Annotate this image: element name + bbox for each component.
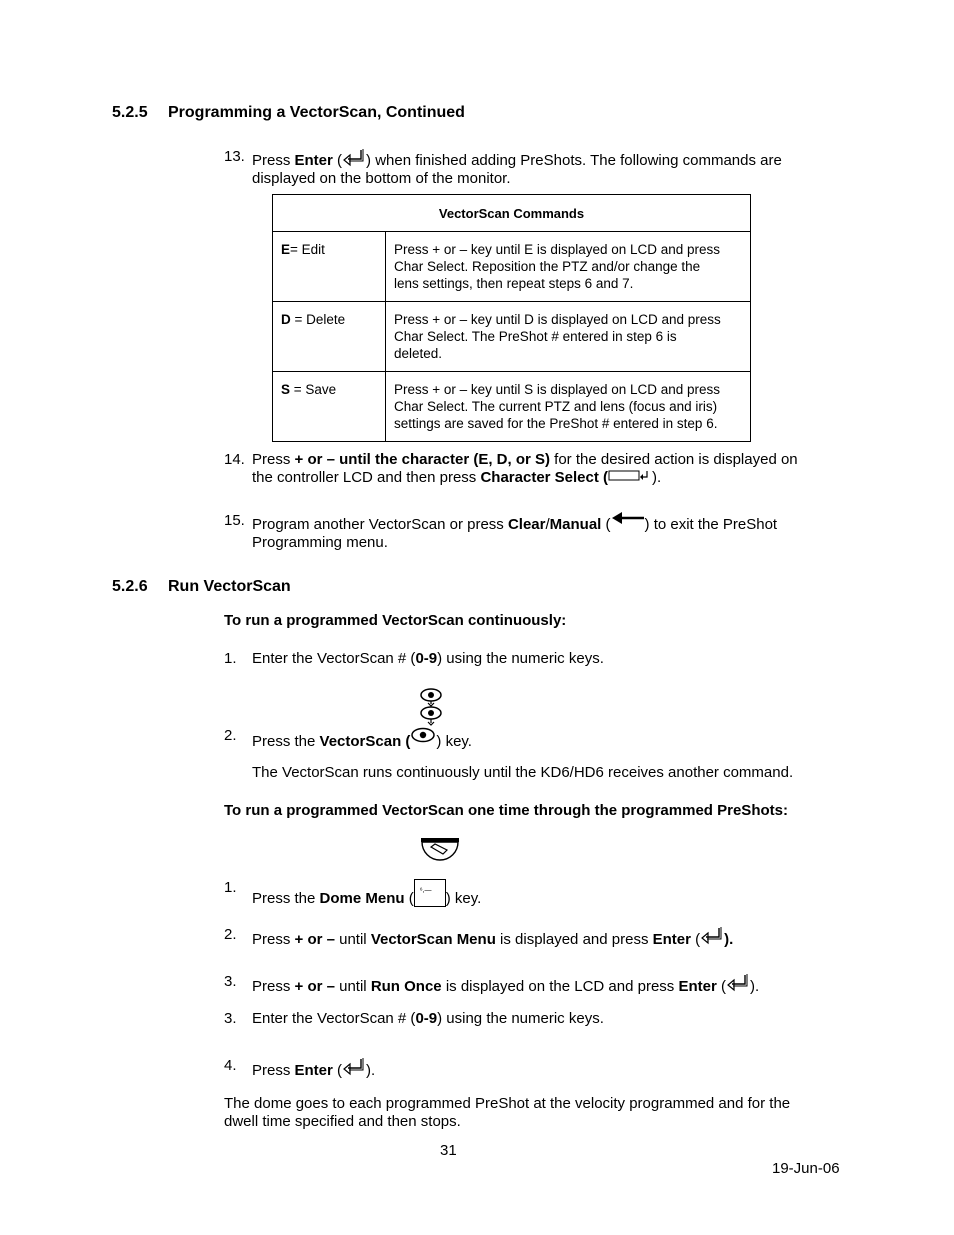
desc-line: Press + or – key until E is displayed on LCD and press	[394, 242, 721, 257]
command-letter: E	[281, 242, 291, 257]
step-text: Press	[252, 152, 295, 169]
step-text: is displayed on the LCD and press	[441, 978, 679, 995]
step-text: /	[545, 516, 550, 533]
paragraph-line: dwell time specified and then stops.	[224, 1113, 461, 1130]
enter-key-icon	[700, 926, 724, 946]
step-text: the controller LCD and then press	[252, 469, 481, 486]
step-text: is displayed and press	[495, 931, 653, 948]
desc-line: Char Select. Reposition the PTZ and/or change the	[394, 259, 701, 274]
command-label: = Delete	[290, 312, 346, 327]
step-text: for the desired action is displayed on	[550, 451, 798, 468]
table-title: VectorScan Commands	[273, 195, 751, 232]
command-letter: S	[281, 382, 291, 397]
step-text: ) key.	[445, 890, 482, 907]
document-date: 19-Jun-06	[772, 1160, 840, 1177]
step-text: ).	[652, 469, 662, 486]
step-bold: + or –	[294, 931, 335, 948]
closing-paragraph	[224, 1095, 790, 1131]
command-description	[386, 372, 751, 442]
step-bold: 0-9	[415, 1010, 438, 1027]
step-text: Program another VectorScan or press	[252, 516, 508, 533]
enter-label: Enter	[652, 931, 691, 948]
step-number: 3.	[224, 1010, 237, 1027]
page-number: 31	[440, 1142, 457, 1159]
step-text: (	[332, 1062, 343, 1079]
step-number: 2.	[224, 727, 237, 744]
step-text: ) using the numeric keys.	[437, 1010, 604, 1027]
command-key	[273, 232, 386, 302]
section-number: 5.2.6	[112, 578, 148, 595]
step-number: 1.	[224, 650, 237, 667]
command-letter: D	[281, 312, 291, 327]
step-bold: Run Once	[370, 978, 442, 995]
step-text: Enter the VectorScan # (	[252, 1010, 416, 1027]
step-text: until	[334, 931, 371, 948]
step-number: 2.	[224, 926, 237, 943]
left-arrow-icon	[611, 512, 645, 526]
step-bold: VectorScan Menu	[370, 931, 496, 948]
step-text: Press	[252, 451, 295, 468]
continuous-note: The VectorScan runs continuously until the KD6/HD6 receives another command.	[252, 764, 794, 781]
section-number: 5.2.5	[112, 104, 148, 121]
step-text: ).	[366, 1062, 376, 1079]
table-row	[273, 232, 751, 302]
step-text: ) to exit the PreShot	[644, 516, 778, 533]
desc-line: lens settings, then repeat steps 6 and 7.	[394, 276, 634, 291]
desc-line: Press + or – key until D is displayed on LCD and press	[394, 312, 721, 327]
desc-line: Press + or – key until S is displayed on LCD and press	[394, 382, 721, 397]
character-select-key-icon	[608, 469, 652, 483]
section-heading-526	[112, 578, 291, 596]
step-text: ).	[724, 931, 734, 948]
step-text: Press	[252, 978, 295, 995]
enter-label: Enter	[294, 1062, 333, 1079]
table-row	[273, 302, 751, 372]
vectorscan-key-icon	[410, 727, 436, 743]
subheading-run-once: To run a programmed VectorScan one time through the programmed PreShots:	[224, 802, 788, 819]
dome-icon	[421, 838, 459, 862]
clear-label: Clear	[507, 516, 546, 533]
table-row	[273, 372, 751, 442]
step-text: (	[716, 978, 726, 995]
command-label: = Edit	[290, 242, 325, 257]
dome-menu-key-icon	[414, 879, 446, 907]
paragraph-line: The dome goes to each programmed PreShot at the velocity programmed and for the	[224, 1095, 791, 1112]
command-key	[273, 372, 386, 442]
step-text: ) using the numeric keys.	[437, 650, 604, 667]
command-key	[273, 302, 386, 372]
desc-line: Char Select. The PreShot # entered in step 6 is	[394, 329, 677, 344]
key-label: ⁶,—	[419, 887, 432, 894]
enter-label: Enter	[678, 978, 717, 995]
step-number: 13.	[224, 148, 245, 165]
step-text: ).	[749, 978, 760, 995]
command-label: = Save	[290, 382, 337, 397]
step-text: Press	[252, 931, 295, 948]
step-text: ) key.	[436, 733, 472, 750]
step-bold: + or – until the character (E, D, or S)	[294, 451, 550, 468]
step-number: 1.	[224, 879, 237, 896]
dome-menu-label: Dome Menu	[319, 890, 405, 907]
step-number: 15.	[224, 512, 245, 529]
section-title: Run VectorScan	[168, 578, 291, 595]
vectorscan-stack-icon	[417, 686, 445, 726]
section-title: Programming a VectorScan, Continued	[168, 104, 465, 121]
step-text: displayed on the bottom of the monitor.	[252, 170, 511, 187]
vectorscan-label: VectorScan (	[319, 733, 411, 750]
step-number: 3.	[224, 973, 237, 990]
step-text: Press the	[252, 733, 320, 750]
desc-line: deleted.	[394, 346, 443, 361]
char-select-label: Character Select (	[480, 469, 609, 486]
step-text: until	[334, 978, 371, 995]
enter-key-icon	[342, 1057, 366, 1077]
step-text: (	[601, 516, 611, 533]
step-text: (	[404, 890, 414, 907]
step-text: Programming menu.	[252, 534, 388, 551]
enter-key-icon	[342, 148, 366, 168]
manual-label: Manual	[549, 516, 602, 533]
step-text: Press	[252, 1062, 295, 1079]
desc-line: settings are saved for the PreShot # entered in step 6.	[394, 416, 718, 431]
step-text: Press the	[252, 890, 320, 907]
enter-key-icon	[726, 973, 750, 993]
command-description	[386, 302, 751, 372]
enter-label: Enter	[294, 152, 333, 169]
command-description	[386, 232, 751, 302]
step-number: 14.	[224, 451, 245, 468]
vectorscan-commands-table	[272, 194, 751, 442]
step-text: ) when finished adding PreShots. The following commands are	[366, 152, 782, 169]
step-number: 4.	[224, 1057, 237, 1074]
section-heading-525	[112, 104, 465, 122]
step-bold: + or –	[294, 978, 335, 995]
step-text: Enter the VectorScan # (	[252, 650, 416, 667]
step-text: (	[690, 931, 701, 948]
subheading-continuous: To run a programmed VectorScan continuously:	[224, 612, 567, 629]
desc-line: Char Select. The current PTZ and lens (focus and iris)	[394, 399, 718, 414]
step-bold: 0-9	[415, 650, 438, 667]
